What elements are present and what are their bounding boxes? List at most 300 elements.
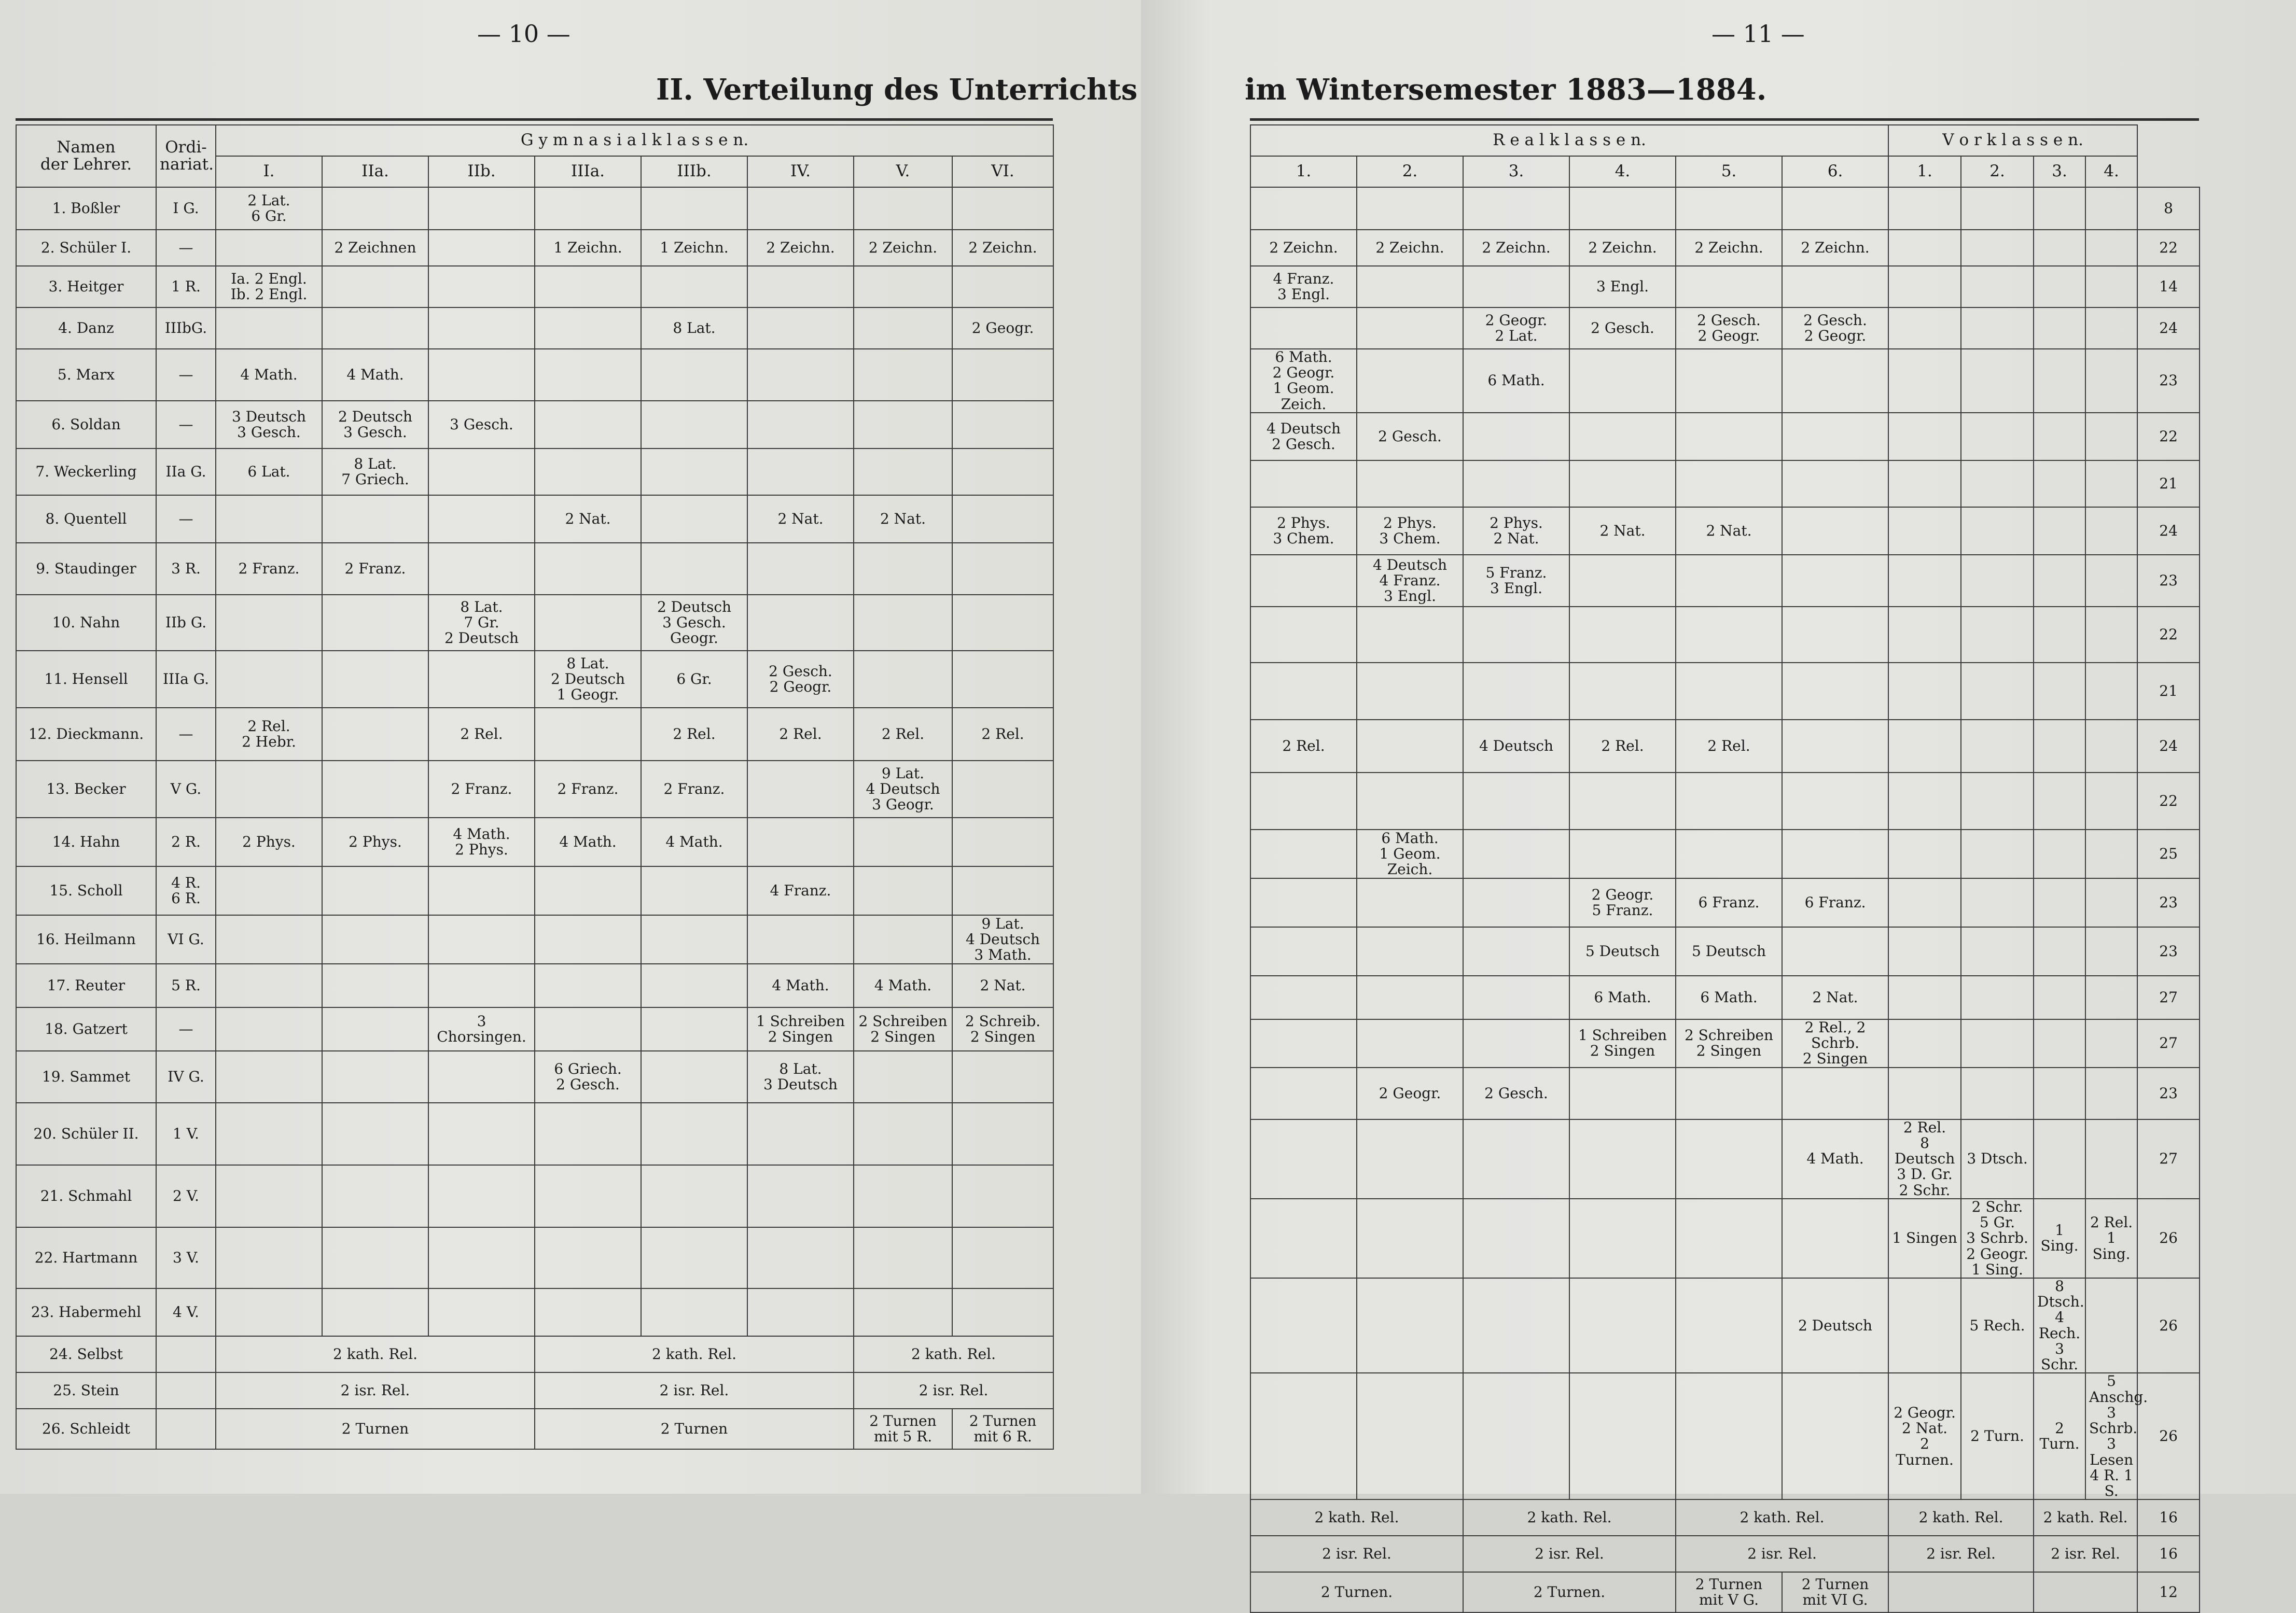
gym-cell [428,651,535,708]
real-cell: 2 Geogr. [1357,1068,1463,1119]
gym-cell: 2 Rel. [952,708,1053,761]
real-cell [1676,266,1782,307]
real-cell [1782,607,1888,663]
header-realschule-group: R e a l k l a s s e n. [1250,125,1888,156]
left-page [0,0,1141,1494]
table-row [16,1227,1053,1288]
gym-cell: 2 Turnen [535,1409,854,1449]
gym-cell [428,230,535,266]
ordinariat-cell: I G. [156,187,216,230]
gym-cell [322,307,428,349]
gym-cell: 2 Geogr. [952,307,1053,349]
table-row [16,651,1053,708]
table-row [16,187,1053,230]
gym-cell [216,915,322,964]
gym-cell [952,866,1053,915]
real-cell [1357,1119,1463,1199]
teacher-name: 12. Dieckmann. [16,708,156,761]
gym-cell [216,1288,322,1336]
hours-total: 24 [2137,507,2200,555]
vor-cell [1961,927,2034,976]
table-row [1250,1536,2200,1572]
gym-cell: 4 Math. [535,818,641,866]
vor-cell [1961,230,2034,266]
gym-cell: 1 Zeichn. [641,230,747,266]
gym-cell [952,1227,1053,1288]
vor-cell: 5 Rech. [1961,1278,2034,1373]
ordinariat-cell: — [156,495,216,543]
header-class-real-2: 3. [1463,156,1569,187]
real-cell [1676,460,1782,507]
gym-cell: 2 Turnen [216,1409,535,1449]
real-cell [1569,460,1676,507]
vor-cell [1888,230,1961,266]
vor-cell [2085,507,2137,555]
gym-cell [952,543,1053,595]
gym-cell: 8 Lat. 2 Deutsch 1 Geogr. [535,651,641,708]
real-cell [1569,349,1676,413]
real-cell [1250,460,1357,507]
ordinariat-cell: 5 R. [156,964,216,1007]
ordinariat-cell [156,1409,216,1449]
gym-cell: 2 Nat. [747,495,854,543]
ordinariat-cell: 3 V. [156,1227,216,1288]
gym-cell [952,266,1053,307]
real-cell [1357,720,1463,773]
teacher-name: 9. Staudinger [16,543,156,595]
table-row [1250,1572,2200,1612]
gym-cell [854,1103,952,1165]
table-row [1250,230,2200,266]
gym-cell [322,761,428,818]
real-cell [1357,307,1463,349]
gym-cell [641,1103,747,1165]
gym-cell [535,964,641,1007]
table-row [16,1288,1053,1336]
table-row [16,1372,1053,1409]
real-cell [1463,1019,1569,1068]
table-row [1250,187,2200,230]
gym-cell [641,543,747,595]
gym-cell [322,187,428,230]
gym-cell [535,543,641,595]
real-cell: 1 Schreiben 2 Singen [1569,1019,1676,1068]
teacher-name: 14. Hahn [16,818,156,866]
header-class-gym-4: IIIb. [641,156,747,187]
teacher-name: 6. Soldan [16,401,156,448]
gym-cell [535,595,641,651]
real-cell [1782,1199,1888,1278]
real-cell [1463,1373,1569,1499]
real-cell [1782,266,1888,307]
real-cell: 2 Zeichn. [1569,230,1676,266]
ordinariat-cell: 2 V. [156,1165,216,1227]
gym-cell [641,915,747,964]
real-cell: 2 Zeichn. [1676,230,1782,266]
table-row [1250,507,2200,555]
vor-cell [2034,927,2085,976]
hours-total: 22 [2137,413,2200,460]
gym-cell [216,1051,322,1103]
gym-cell [854,818,952,866]
vor-cell [1888,507,1961,555]
gym-cell [428,349,535,401]
vor-cell [1961,349,2034,413]
real-cell [1569,773,1676,830]
table-row [16,915,1053,964]
real-cell: 3 Engl. [1569,266,1676,307]
real-cell [1569,663,1676,720]
vor-cell [2034,507,2085,555]
gym-cell [322,595,428,651]
ordinariat-cell: IIIbG. [156,307,216,349]
real-cell [1250,1119,1357,1199]
vor-cell [1961,307,2034,349]
gym-cell [747,1103,854,1165]
vor-cell [1961,607,2034,663]
gym-cell [952,401,1053,448]
table-row [1250,607,2200,663]
real-cell [1357,607,1463,663]
real-cell: 2 Zeichn. [1250,230,1357,266]
gym-cell: 9 Lat. 4 Deutsch 3 Geogr. [854,761,952,818]
real-cell [1569,1119,1676,1199]
gym-cell [216,866,322,915]
real-cell: 2 Geogr. 5 Franz. [1569,878,1676,927]
vor-cell: 8 Dtsch. 4 Rech. 3 Schr. [2034,1278,2085,1373]
gym-cell [216,230,322,266]
gym-cell: 2 isr. Rel. [216,1372,535,1409]
vor-cell: 2 Turn. [2034,1373,2085,1499]
gym-cell: 4 Math. 2 Phys. [428,818,535,866]
gym-cell: 2 Turnen mit 5 R. [854,1409,952,1449]
ordinariat-cell: 4 V. [156,1288,216,1336]
real-cell [1250,830,1357,878]
real-cell [1250,607,1357,663]
gym-cell: 2 Schreiben 2 Singen [854,1007,952,1051]
real-cell: 6 Math. [1569,976,1676,1019]
vor-cell [2034,307,2085,349]
table-row [1250,1019,2200,1068]
table-row [1250,307,2200,349]
real-cell [1676,349,1782,413]
teacher-name: 1. Boßler [16,187,156,230]
real-cell: 2 Schreiben 2 Singen [1676,1019,1782,1068]
gym-cell: 1 Zeichn. [535,230,641,266]
real-cell [1250,1199,1357,1278]
vor-cell: 2 isr. Rel. [1888,1536,2034,1572]
gym-cell [952,495,1053,543]
vor-cell: 1 Singen [1888,1199,1961,1278]
header-class-real-0: 1. [1250,156,1357,187]
real-cell: 2 Phys. 2 Nat. [1463,507,1569,555]
gym-cell [428,1165,535,1227]
gym-cell [747,761,854,818]
vor-cell [1961,460,2034,507]
vor-cell [1888,266,1961,307]
vor-cell [1888,927,1961,976]
vor-cell [2085,187,2137,230]
right-page [1141,0,2296,1609]
vor-cell [2034,1068,2085,1119]
vor-cell: 2 Rel. 1 Sing. [2085,1199,2137,1278]
real-cell: 6 Math. 1 Geom. Zeich. [1357,830,1463,878]
hours-total: 23 [2137,1068,2200,1119]
gym-cell: 1 Schreiben 2 Singen [747,1007,854,1051]
vor-cell [1888,187,1961,230]
real-cell: 2 Gesch. 2 Geogr. [1676,307,1782,349]
real-cell: 6 Math. 2 Geogr. 1 Geom. Zeich. [1250,349,1357,413]
real-cell [1676,1068,1782,1119]
vor-cell [2085,878,2137,927]
gym-cell [854,866,952,915]
gym-cell: 8 Lat. 7 Griech. [322,448,428,495]
vor-cell [2034,349,2085,413]
gym-cell [322,708,428,761]
hours-total: 8 [2137,187,2200,230]
gym-cell [428,307,535,349]
hours-total: 25 [2137,830,2200,878]
vor-cell [2085,663,2137,720]
gym-cell [747,1227,854,1288]
real-cell [1569,1199,1676,1278]
top-rule-right [1250,118,2199,121]
table-row [16,1409,1053,1449]
ordinariat-cell: — [156,401,216,448]
real-cell: 2 kath. Rel. [1250,1499,1463,1536]
real-cell [1676,773,1782,830]
real-cell [1463,460,1569,507]
gym-cell: 4 Math. [854,964,952,1007]
real-cell [1676,555,1782,607]
real-cell [1357,1199,1463,1278]
real-cell: 2 Nat. [1676,507,1782,555]
real-cell [1463,1119,1569,1199]
table-row [16,307,1053,349]
vor-cell [2085,230,2137,266]
vor-cell [2034,663,2085,720]
teacher-name: 20. Schüler II. [16,1103,156,1165]
table-row [1250,266,2200,307]
table-row [1250,1119,2200,1199]
vor-cell [2085,349,2137,413]
real-cell [1676,663,1782,720]
gym-cell [428,1227,535,1288]
gym-cell [641,448,747,495]
gym-cell: 2 Franz. [641,761,747,818]
real-cell [1569,555,1676,607]
real-cell [1357,878,1463,927]
gym-cell [535,708,641,761]
gym-cell [535,1227,641,1288]
gym-cell: 2 Rel. [428,708,535,761]
gym-cell [747,915,854,964]
gym-cell [854,187,952,230]
gym-cell: 3 Deutsch 3 Gesch. [216,401,322,448]
real-cell: 2 isr. Rel. [1463,1536,1676,1572]
gym-cell: 2 Zeichnen [322,230,428,266]
teacher-name: 2. Schüler I. [16,230,156,266]
table-row [1250,878,2200,927]
real-cell: 4 Math. [1782,1119,1888,1199]
gym-cell [428,1288,535,1336]
vor-cell [1888,1019,1961,1068]
vor-cell [2085,607,2137,663]
vor-cell [2034,830,2085,878]
header-class-vor-2: 3. [2034,156,2085,187]
real-cell [1357,266,1463,307]
real-cell: 2 Phys. 3 Chem. [1250,507,1357,555]
real-cell [1250,773,1357,830]
ordinariat-cell [156,1372,216,1409]
real-cell [1250,307,1357,349]
gym-cell [747,307,854,349]
hours-total: 26 [2137,1278,2200,1373]
vor-cell [2085,460,2137,507]
gym-cell [854,595,952,651]
real-cell [1250,976,1357,1019]
hours-total: 22 [2137,607,2200,663]
gym-cell: 4 Math. [216,349,322,401]
gym-cell [322,495,428,543]
gym-cell: 2 kath. Rel. [216,1336,535,1372]
left-page-title: II. Verteilung des Unterrichts [656,73,1138,107]
teacher-name: 5. Marx [16,349,156,401]
real-cell [1357,349,1463,413]
vor-cell [2085,1278,2137,1373]
gym-cell [322,866,428,915]
gym-cell: 3 Chorsingen. [428,1007,535,1051]
table-row [16,401,1053,448]
gym-cell [428,866,535,915]
vor-cell: 5 Anschg. 3 Schrb. 3 Lesen 4 R. 1 S. [2085,1373,2137,1499]
realschule-vorklassen-table [1250,124,2200,1613]
gym-cell [952,761,1053,818]
gym-cell [952,1103,1053,1165]
vor-cell [1961,1068,2034,1119]
real-cell [1676,1278,1782,1373]
gym-cell: 2 Zeichn. [952,230,1053,266]
gym-cell: 2 Phys. [216,818,322,866]
vor-cell [1888,720,1961,773]
vor-cell [2085,413,2137,460]
ordinariat-cell: IIIa G. [156,651,216,708]
ordinariat-cell: — [156,349,216,401]
real-cell [1569,1278,1676,1373]
gym-cell [952,595,1053,651]
real-cell: 2 Zeichn. [1463,230,1569,266]
real-cell: 2 Turnen. [1250,1572,1463,1612]
vor-cell: 2 Schr. 5 Gr. 3 Schrb. 2 Geogr. 1 Sing. [1961,1199,2034,1278]
gym-cell [747,187,854,230]
header-class-real-3: 4. [1569,156,1676,187]
table-row [16,761,1053,818]
gym-cell [854,1227,952,1288]
gym-cell: 2 isr. Rel. [854,1372,1053,1409]
teacher-name: 13. Becker [16,761,156,818]
gym-cell [854,448,952,495]
gym-cell: 2 isr. Rel. [535,1372,854,1409]
gymnasium-table [16,124,1054,1450]
gym-cell [216,761,322,818]
vor-cell [1888,607,1961,663]
vor-cell [1888,976,1961,1019]
gym-cell [952,187,1053,230]
real-cell [1357,1019,1463,1068]
gym-cell [854,349,952,401]
gym-cell [216,964,322,1007]
gym-cell [641,401,747,448]
gym-cell: 4 Math. [747,964,854,1007]
header-class-gym-1: IIa. [322,156,428,187]
gym-cell [952,818,1053,866]
gym-cell: 2 Franz. [216,543,322,595]
right-page-title: im Wintersemester 1883—1884. [1245,73,1767,107]
gym-cell [535,915,641,964]
gym-cell [952,651,1053,708]
gym-cell [322,1227,428,1288]
real-cell: 2 isr. Rel. [1676,1536,1888,1572]
vor-cell [2085,830,2137,878]
gym-cell [747,401,854,448]
vor-cell [2034,1572,2137,1612]
header-class-gym-6: V. [854,156,952,187]
vor-cell [1888,413,1961,460]
real-cell [1569,1373,1676,1499]
teacher-name: 7. Weckerling [16,448,156,495]
vor-cell [2085,976,2137,1019]
gym-cell: 2 Franz. [535,761,641,818]
teacher-name: 11. Hensell [16,651,156,708]
real-cell [1569,607,1676,663]
vor-cell [1888,663,1961,720]
gym-cell: 2 Schreib. 2 Singen [952,1007,1053,1051]
real-cell: 6 Franz. [1782,878,1888,927]
header-class-vor-3: 4. [2085,156,2137,187]
real-cell: 2 Turnen. [1463,1572,1676,1612]
real-cell [1463,773,1569,830]
table-row [1250,773,2200,830]
top-rule-left [16,118,1053,121]
table-row [1250,555,2200,607]
real-cell: 2 Geogr. 2 Lat. [1463,307,1569,349]
gym-cell [641,866,747,915]
real-cell: 4 Deutsch 2 Gesch. [1250,413,1357,460]
gym-cell [641,187,747,230]
real-cell [1250,555,1357,607]
page-number-right: — 11 — [1711,20,1805,48]
hours-total: 27 [2137,1119,2200,1199]
hours-total: 24 [2137,720,2200,773]
teacher-name: 25. Stein [16,1372,156,1409]
real-cell [1676,413,1782,460]
gym-cell [216,1227,322,1288]
real-cell [1782,773,1888,830]
table-row [16,1165,1053,1227]
gym-cell [952,448,1053,495]
gym-cell: 2 kath. Rel. [535,1336,854,1372]
hours-total: 24 [2137,307,2200,349]
vor-cell [1888,349,1961,413]
gym-cell: 2 Rel. [747,708,854,761]
gym-cell [322,915,428,964]
header-class-real-4: 5. [1676,156,1782,187]
hours-total: 23 [2137,349,2200,413]
table-row [16,866,1053,915]
gym-cell: 8 Lat. 7 Gr. 2 Deutsch [428,595,535,651]
teacher-name: 17. Reuter [16,964,156,1007]
header-class-gym-2: IIb. [428,156,535,187]
